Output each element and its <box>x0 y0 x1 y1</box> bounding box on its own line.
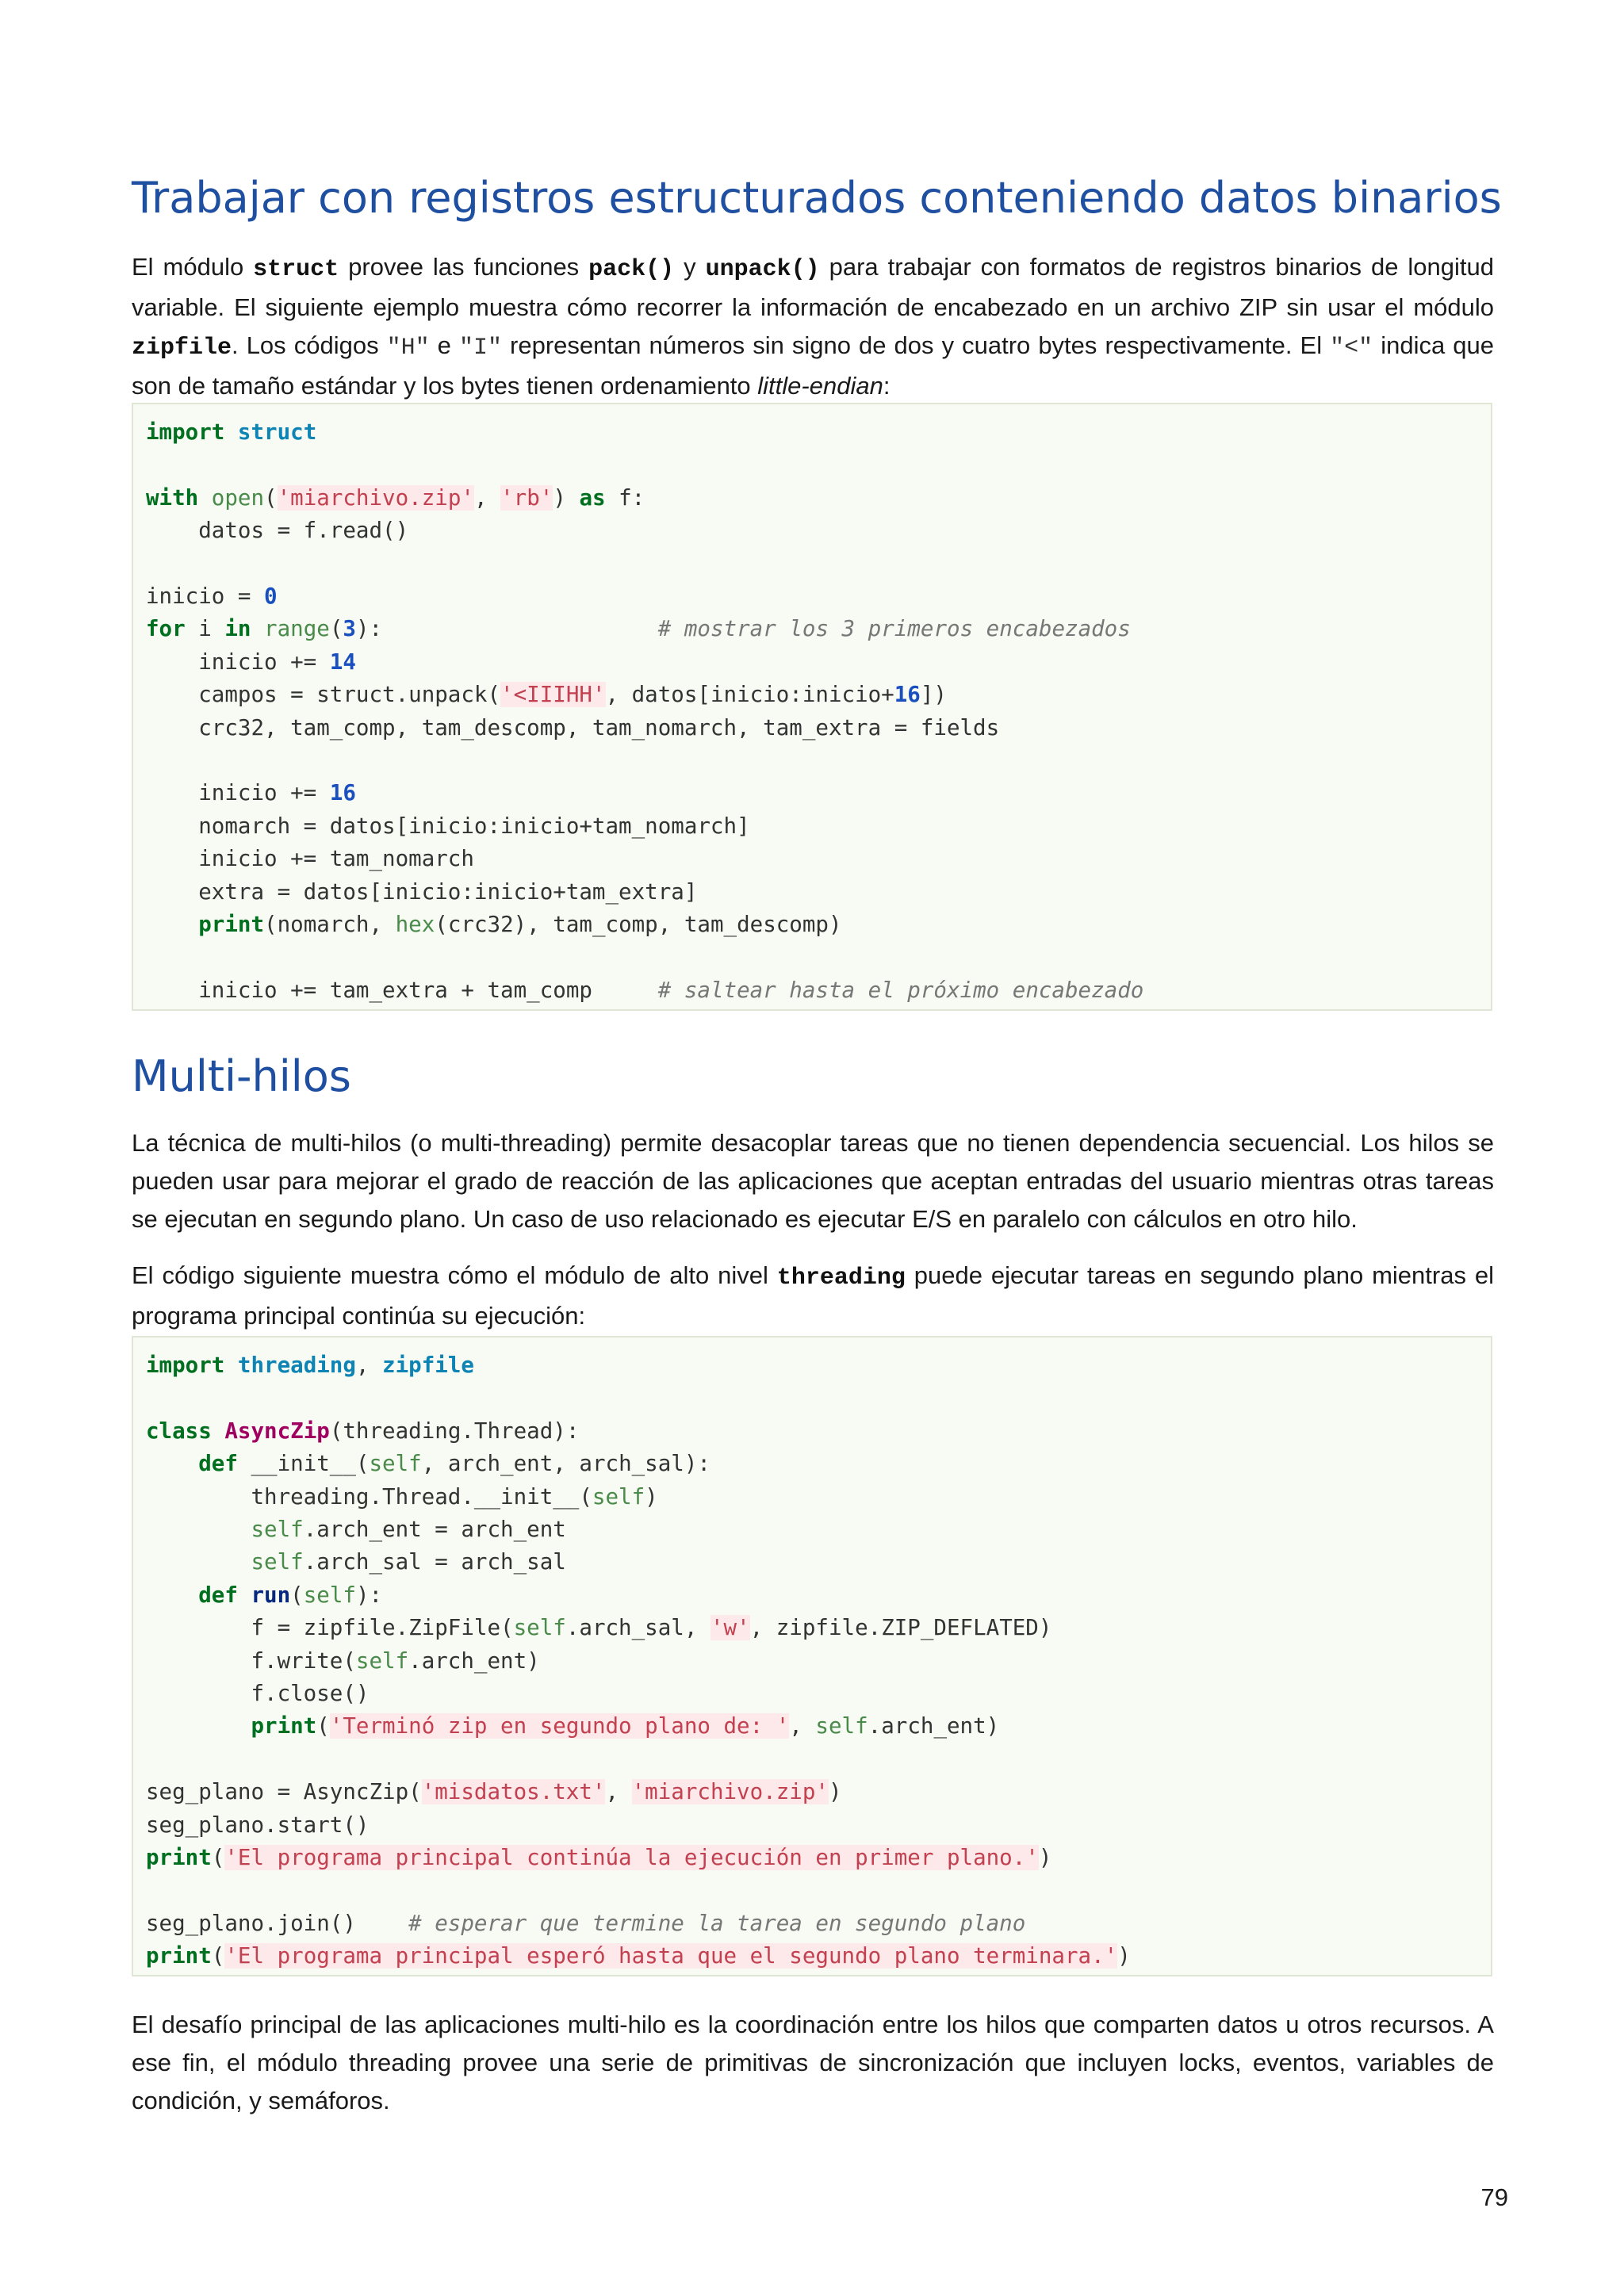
paragraph-multihilos-intro: La técnica de multi-hilos (o multi-threading) permite desacoplar tareas que no tienen dependencia secuencial. Los hilos se pueden usar para mejorar el grado de reacción de las aplicaciones que aceptan entradas del usuario mientras otras tareas se ejecutan en segundo plano. Un caso de uso relacionado es ejecutar E/S en paralelo con cálculos en otro hilo. <box>132 1129 1494 1233</box>
code-token: open <box>211 484 265 511</box>
text: provee las funciones <box>339 253 589 281</box>
code-token: ( <box>211 1845 225 1871</box>
code-line: inicio += tam_nomarch <box>198 846 474 872</box>
text: representan números sin signo de dos y cuatro bytes respectivamente. El <box>502 331 1331 359</box>
text: puede ejecutar tareas en segundo plano mientras el programa principal continúa su ejecución: <box>132 1261 1494 1330</box>
code-token: self <box>251 1549 304 1575</box>
code-token: ]) <box>920 682 947 708</box>
code-token: ): <box>355 1582 383 1608</box>
code-token: 0 <box>264 584 278 610</box>
code-token: hex <box>395 912 435 938</box>
code-token: inicio += tam_extra + tam_comp <box>198 977 592 1003</box>
inline-code-pack: pack() <box>588 256 675 283</box>
text: para trabajar con formatos de registros binarios de longitud variable. El siguiente ejemplo muestra cómo recorrer la información de encabezado en un archivo ZIP sin usar el módulo <box>132 253 1494 321</box>
code-token: for <box>146 616 186 642</box>
code-line: datos = f.read() <box>198 518 409 544</box>
code-token: struct <box>237 419 317 445</box>
code-token: range <box>264 616 330 642</box>
emphasis-little-endian: little-endian <box>757 372 883 400</box>
code-token: print <box>198 912 265 938</box>
code-token: f = zipfile.ZipFile( <box>251 1615 514 1641</box>
code-token: 'rb' <box>500 484 553 511</box>
code-token: .arch_sal, <box>565 1615 710 1641</box>
code-token: self <box>513 1615 566 1641</box>
code-comment: # saltear hasta el próximo encabezado <box>657 977 1144 1003</box>
code-token: (crc32), tam_comp, tam_descomp) <box>435 912 842 938</box>
code-token: threading <box>237 1353 356 1378</box>
text: El módulo <box>132 253 254 281</box>
code-token: inicio += <box>198 649 330 675</box>
code-token: i <box>185 616 225 642</box>
code-token: ( <box>211 1943 225 1969</box>
inline-code-h: "H" <box>386 335 430 362</box>
code-token: self <box>355 1647 409 1674</box>
code-token: self <box>592 1483 645 1510</box>
page-number: 79 <box>1480 2183 1508 2211</box>
text: El código siguiente muestra cómo el módulo de alto nivel <box>132 1261 777 1289</box>
code-token: self <box>369 1451 422 1477</box>
code-token: import <box>146 419 225 445</box>
code-token: AsyncZip <box>224 1418 330 1444</box>
code-token: zipfile <box>382 1353 474 1378</box>
code-token: , datos[inicio:inicio+ <box>605 682 894 708</box>
section-heading-struct: Trabajar con registros estructurados conteniendo datos binarios <box>132 173 1502 223</box>
code-token: , arch_ent, arch_sal): <box>421 1451 710 1477</box>
code-line: nomarch = datos[inicio:inicio+tam_nomarch] <box>198 813 750 839</box>
text: indica que son de tamaño estándar y los bytes tienen ordenamiento <box>132 331 1494 400</box>
text: . Los códigos <box>232 331 387 359</box>
code-token: .arch_ent = arch_ent <box>303 1517 566 1543</box>
code-token: , <box>355 1353 383 1378</box>
code-token: print <box>146 1943 212 1969</box>
code-token: , <box>605 1779 632 1805</box>
inline-code-unpack: unpack() <box>705 256 820 283</box>
code-token: self <box>251 1517 304 1543</box>
code-token: '<IIIHH' <box>500 682 606 708</box>
code-line: extra = datos[inicio:inicio+tam_extra] <box>198 878 698 905</box>
code-token: with <box>146 484 199 511</box>
code-token: def <box>198 1451 238 1477</box>
code-token: 14 <box>329 649 356 675</box>
code-token: __init__( <box>237 1451 370 1477</box>
inline-code-i: "I" <box>458 335 502 362</box>
code-token: import <box>146 1353 225 1378</box>
code-token: 'miarchivo.zip' <box>277 484 474 511</box>
text: : <box>883 372 891 400</box>
code-token: campos = struct.unpack( <box>198 682 501 708</box>
code-token: as <box>579 484 606 511</box>
code-token: inicio = <box>146 584 265 610</box>
code-token: print <box>146 1845 212 1871</box>
code-token: self <box>303 1582 356 1608</box>
inline-code-threading: threading <box>776 1265 906 1292</box>
code-token: ) <box>1038 1845 1052 1871</box>
code-token: 16 <box>329 780 356 806</box>
code-token: ( <box>316 1713 330 1739</box>
code-line: f.close() <box>251 1681 370 1707</box>
paragraph-sync-primitives: El desafío principal de las aplicaciones multi-hilo es la coordinación entre los hilos que comparten datos u otros recursos. A ese fin, el módulo threading provee una serie de primitivas de sincronización que incluyen locks, eventos, variables de condición, y semáforos. <box>132 2011 1494 2114</box>
code-token: 'w' <box>710 1615 750 1641</box>
code-token: run <box>251 1582 291 1608</box>
code-token: 'El programa principal continúa la ejecución en primer plano.' <box>224 1845 1039 1871</box>
code-token: .arch_ent) <box>868 1713 1000 1739</box>
code-token: f.write( <box>251 1647 356 1674</box>
code-token: threading.Thread.__init__( <box>251 1483 592 1510</box>
code-token: 'Terminó zip en segundo plano de: ' <box>329 1713 790 1739</box>
code-token: print <box>251 1713 317 1739</box>
code-token: , zipfile.ZIP_DEFLATED) <box>749 1615 1052 1641</box>
code-comment: # esperar que termine la tarea en segundo plano <box>408 1910 1026 1936</box>
text: e <box>429 331 459 359</box>
code-token: .arch_sal = arch_sal <box>303 1549 566 1575</box>
paragraph-threading-example <box>132 1257 1494 1335</box>
inline-code-zipfile: zipfile <box>132 335 232 362</box>
code-token: ) <box>828 1779 842 1805</box>
code-line: crc32, tam_comp, tam_descomp, tam_nomarch, tam_extra = fields <box>198 714 1000 740</box>
inline-code-lt: "<" <box>1330 335 1373 362</box>
code-token: class <box>146 1418 212 1444</box>
code-token: f: <box>605 484 645 511</box>
code-token: seg_plano = AsyncZip( <box>146 1779 422 1805</box>
code-token: 'misdatos.txt' <box>421 1779 606 1805</box>
code-token: seg_plano.join() <box>146 1910 356 1936</box>
code-token: self <box>815 1713 868 1739</box>
inline-code-struct: struct <box>253 256 339 283</box>
code-token: , <box>789 1713 816 1739</box>
code-token: 'El programa principal esperó hasta que el segundo plano terminara.' <box>224 1943 1118 1969</box>
text: y <box>674 253 706 281</box>
code-token: in <box>224 616 251 642</box>
code-token: .arch_ent) <box>408 1647 540 1674</box>
code-block-threading <box>132 1336 1492 1976</box>
code-token: ( <box>290 1582 304 1608</box>
code-token: 16 <box>894 682 921 708</box>
code-block-struct: import struct with open('miarchivo.zip', 'rb') as f: datos = f.read() inicio = 0 for i in range(3): # mostrar los 3 primeros encabezados inicio += 14 campos = struct.unpack('<IIIHH', datos[inicio:inicio+16]) crc32, tam_comp, tam_descomp, tam_nomarch, tam_extra = fields inicio += 16 nomarch = datos[inicio:inicio+tam_nomarch] inicio += tam_nomarch extra = datos[inicio:inicio+tam_extra] print(nomarch, hex(crc32), tam_comp, tam_descomp) inicio += tam_extra + tam_comp # saltear hasta el próximo encabezado <box>132 403 1492 1011</box>
code-token: ) <box>645 1483 658 1510</box>
code-token: inicio += <box>198 780 330 806</box>
code-line: seg_plano.start() <box>146 1812 370 1838</box>
code-token: 'miarchivo.zip' <box>631 1779 829 1805</box>
section-heading-multihilos: Multi-hilos <box>132 1051 351 1101</box>
code-token: ) <box>1117 1943 1131 1969</box>
code-token: 3 <box>343 616 356 642</box>
code-token: def <box>198 1582 238 1608</box>
code-token: (nomarch, <box>264 912 396 938</box>
code-token: (threading.Thread): <box>329 1418 580 1444</box>
code-comment: # mostrar los 3 primeros encabezados <box>657 616 1131 642</box>
paragraph-struct-intro <box>132 248 1494 405</box>
